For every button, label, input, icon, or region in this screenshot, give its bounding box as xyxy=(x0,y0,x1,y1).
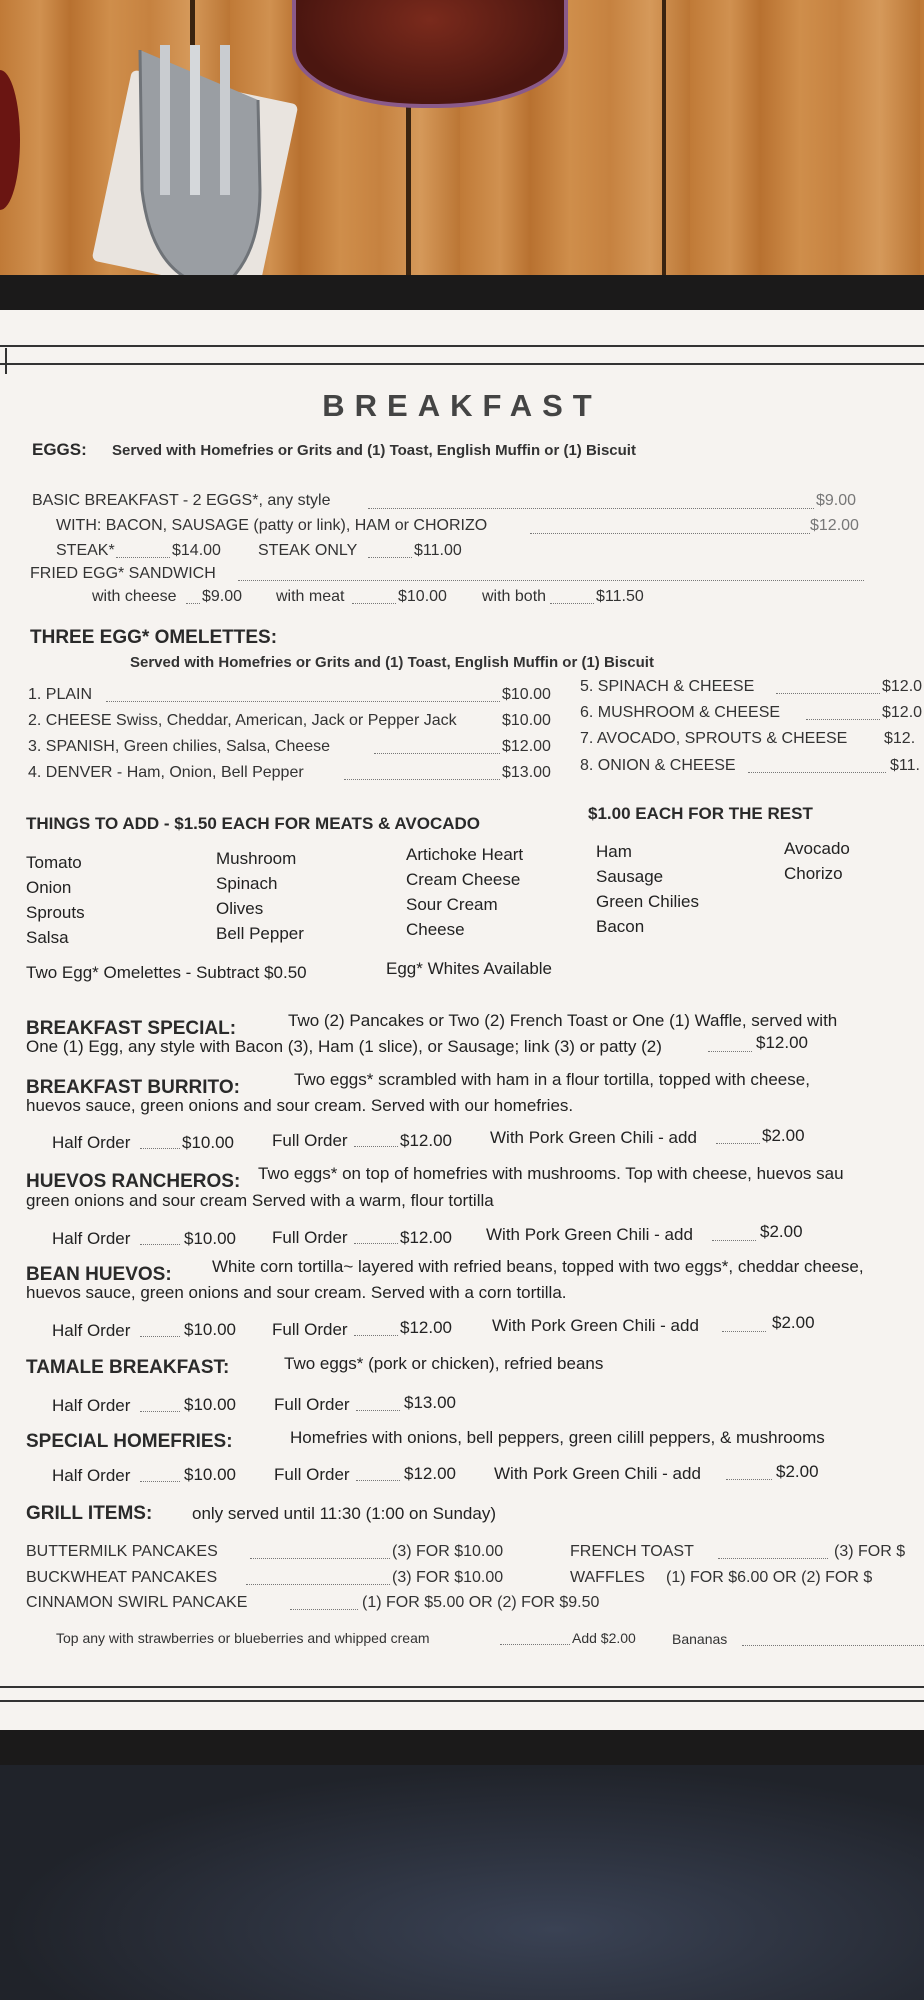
addon-item: Olives xyxy=(216,899,264,918)
with-cheese-price: $9.00 xyxy=(202,588,243,605)
omelette-item: 2. CHEESE Swiss, Cheddar, American, Jack or Pepper Jack xyxy=(28,712,457,729)
bottom-rule xyxy=(0,1700,924,1702)
full-order-price: $12.00 xyxy=(404,1464,456,1483)
omelette-price: $12. xyxy=(884,730,916,747)
addon-item: Bell Pepper xyxy=(216,924,304,943)
leader-dots xyxy=(250,1558,390,1559)
addon-item: Bacon xyxy=(596,917,645,936)
half-order-price: $10.00 xyxy=(184,1395,236,1414)
with-meat-sandwich-price: $10.00 xyxy=(398,588,447,605)
leader-dots xyxy=(742,1645,924,1646)
full-order-label: Full Order xyxy=(274,1465,350,1484)
bananas-item: Bananas xyxy=(672,1631,728,1647)
leader-dots xyxy=(722,1331,766,1332)
corner-rule xyxy=(5,348,7,374)
half-order-price: $10.00 xyxy=(184,1229,236,1248)
addon-item: Artichoke Heart xyxy=(406,845,524,864)
omelettes-subtitle: Served with Homefries or Grits and (1) Toast, English Muffin or (1) Biscuit xyxy=(130,654,654,671)
grill-note: only served until 11:30 (1:00 on Sunday) xyxy=(192,1504,496,1523)
omelette-item: 5. SPINACH & CHEESE xyxy=(580,678,755,695)
grill-heading: GRILL ITEMS: xyxy=(26,1503,153,1524)
topping-price: Add $2.00 xyxy=(572,1630,636,1646)
leader-dots xyxy=(374,753,500,754)
drink-glass xyxy=(292,0,568,108)
leader-dots xyxy=(356,1410,400,1411)
top-rule xyxy=(0,363,924,365)
grill-price: (1) FOR $5.00 OR (2) FOR $9.50 xyxy=(362,1594,600,1611)
grill-item: BUTTERMILK PANCAKES xyxy=(26,1543,218,1560)
leader-dots xyxy=(352,603,396,604)
omelette-item: 4. DENVER - Ham, Onion, Bell Pepper xyxy=(28,764,304,781)
rancheros-desc: green onions and sour cream Served with a warm, flour tortilla xyxy=(26,1191,494,1210)
grill-price: (1) FOR $6.00 OR (2) FOR $ xyxy=(666,1569,873,1586)
special-price: $12.00 xyxy=(756,1033,808,1052)
addons-heading: THINGS TO ADD - $1.50 EACH FOR MEATS & AVOCADO xyxy=(26,814,481,833)
steak-price: $14.00 xyxy=(172,542,221,559)
leader-dots xyxy=(530,533,810,534)
bean-huevos-heading: BEAN HUEVOS: xyxy=(26,1264,172,1285)
full-order-label: Full Order xyxy=(272,1228,348,1247)
full-order-price: $12.00 xyxy=(400,1318,452,1337)
omelette-item: 6. MUSHROOM & CHEESE xyxy=(580,704,781,721)
full-order-label: Full Order xyxy=(272,1131,348,1150)
leader-dots xyxy=(140,1148,180,1149)
leader-dots xyxy=(354,1335,398,1336)
leader-dots xyxy=(726,1479,772,1480)
homefries-desc: Homefries with onions, bell peppers, green cilill peppers, & mushrooms xyxy=(290,1428,825,1447)
bean-huevos-desc: huevos sauce, green onions and sour cream. Served with a corn tortilla. xyxy=(26,1283,567,1302)
leader-dots xyxy=(806,719,880,720)
top-rule xyxy=(0,345,924,347)
full-order-label: Full Order xyxy=(274,1395,350,1414)
special-desc: Two (2) Pancakes or Two (2) French Toast or One (1) Waffle, served with xyxy=(288,1011,838,1030)
green-chili-price: $2.00 xyxy=(762,1126,805,1145)
steak-only-price: $11.00 xyxy=(414,542,462,559)
grill-item: CINNAMON SWIRL PANCAKE xyxy=(26,1594,248,1611)
leader-dots xyxy=(140,1336,180,1337)
grill-price: (3) FOR $ xyxy=(834,1543,906,1560)
addon-item: Green Chilies xyxy=(596,892,699,911)
with-cheese-item: with cheese xyxy=(92,588,177,605)
omelette-price: $12.00 xyxy=(502,738,551,755)
basic-breakfast-item: BASIC BREAKFAST - 2 EGGS*, any style xyxy=(32,492,331,509)
green-chili-label: With Pork Green Chili - add xyxy=(494,1464,701,1483)
omelette-price: $12.0 xyxy=(882,678,923,695)
leader-dots xyxy=(550,603,594,604)
addon-item: Cheese xyxy=(406,920,465,939)
addon-item: Salsa xyxy=(26,928,69,947)
full-order-label: Full Order xyxy=(272,1320,348,1339)
addon-item: Sour Cream xyxy=(406,895,498,914)
leader-dots xyxy=(238,580,864,581)
omelette-item: 7. AVOCADO, SPROUTS & CHEESE xyxy=(580,730,848,747)
leader-dots xyxy=(290,1609,358,1610)
omelette-price: $10.00 xyxy=(502,686,551,703)
leader-dots xyxy=(186,603,200,604)
addon-item: Sausage xyxy=(596,867,664,886)
steak-only-item: STEAK ONLY xyxy=(258,542,358,559)
leader-dots xyxy=(712,1240,756,1241)
lap-background xyxy=(0,1765,924,2000)
leader-dots xyxy=(356,1480,400,1481)
leader-dots xyxy=(354,1243,398,1244)
leader-dots xyxy=(368,557,412,558)
green-chili-price: $2.00 xyxy=(776,1462,819,1481)
rancheros-desc: Two eggs* on top of homefries with mushrooms. Top with cheese, huevos sau xyxy=(258,1164,844,1183)
half-order-label: Half Order xyxy=(52,1321,131,1340)
leader-dots xyxy=(354,1146,398,1147)
leader-dots xyxy=(106,701,500,702)
leader-dots xyxy=(140,1411,180,1412)
omelette-price: $12.0 xyxy=(882,704,923,721)
tamale-heading: TAMALE BREAKFAST: xyxy=(26,1357,230,1378)
leader-dots xyxy=(246,1584,390,1585)
menu-title: BREAKFAST xyxy=(322,388,602,423)
leader-dots xyxy=(368,508,814,509)
addon-item: Onion xyxy=(26,878,72,897)
rancheros-heading: HUEVOS RANCHEROS: xyxy=(26,1171,241,1192)
with-meat-sandwich-item: with meat xyxy=(276,588,345,605)
with-both-price: $11.50 xyxy=(596,588,644,605)
addons-heading-rest: $1.00 EACH FOR THE REST xyxy=(588,804,813,823)
steak-item: STEAK* xyxy=(56,542,115,559)
eggs-heading: EGGS: xyxy=(32,440,87,459)
bottom-rule xyxy=(0,1686,924,1688)
table-plank-seam xyxy=(662,0,666,290)
leader-dots xyxy=(344,779,500,780)
with-meat-price: $12.00 xyxy=(810,517,859,534)
eggs-subtitle: Served with Homefries or Grits and (1) Toast, English Muffin or (1) Biscuit xyxy=(112,442,636,459)
bean-huevos-desc: White corn tortilla~ layered with refried beans, topped with two eggs*, cheddar cheese, xyxy=(212,1257,864,1276)
grill-price: (3) FOR $10.00 xyxy=(392,1569,504,1586)
grill-price: (3) FOR $10.00 xyxy=(392,1543,504,1560)
half-order-price: $10.00 xyxy=(182,1133,234,1152)
half-order-price: $10.00 xyxy=(184,1465,236,1484)
green-chili-price: $2.00 xyxy=(760,1222,803,1241)
leader-dots xyxy=(776,693,880,694)
with-both-item: with both xyxy=(482,588,547,605)
special-heading: BREAKFAST SPECIAL: xyxy=(26,1018,237,1039)
full-order-price: $12.00 xyxy=(400,1228,452,1247)
leader-dots xyxy=(748,772,886,773)
half-order-label: Half Order xyxy=(52,1396,131,1415)
omelette-price: $13.00 xyxy=(502,764,551,781)
fork-icon xyxy=(120,40,270,280)
addon-item: Mushroom xyxy=(216,849,297,868)
burrito-desc: huevos sauce, green onions and sour cream. Served with our homefries. xyxy=(26,1096,574,1115)
omelettes-heading: THREE EGG* OMELETTES: xyxy=(30,627,278,648)
grill-item: BUCKWHEAT PANCAKES xyxy=(26,1569,218,1586)
full-order-price: $12.00 xyxy=(400,1131,452,1150)
tamale-desc: Two eggs* (pork or chicken), refried beans xyxy=(284,1354,604,1373)
basic-breakfast-price: $9.00 xyxy=(816,492,857,509)
burrito-desc: Two eggs* scrambled with ham in a flour tortilla, topped with cheese, xyxy=(294,1070,810,1089)
addon-item: Avocado xyxy=(784,839,850,858)
egg-whites-note: Egg* Whites Available xyxy=(386,959,553,978)
grill-item: FRENCH TOAST xyxy=(570,1543,694,1560)
omelette-item: 3. SPANISH, Green chilies, Salsa, Cheese xyxy=(28,738,331,755)
special-desc: One (1) Egg, any style with Bacon (3), Ham (1 slice), or Sausage; link (3) or patty (2) xyxy=(26,1037,662,1056)
topping-note: Top any with strawberries or blueberries and whipped cream xyxy=(56,1630,430,1646)
two-egg-note: Two Egg* Omelettes - Subtract $0.50 xyxy=(26,963,307,982)
omelette-item: 1. PLAIN xyxy=(28,686,93,703)
addon-item: Spinach xyxy=(216,874,278,893)
half-order-label: Half Order xyxy=(52,1229,131,1248)
green-chili-label: With Pork Green Chili - add xyxy=(492,1316,699,1335)
omelette-item: 8. ONION & CHEESE xyxy=(580,757,736,774)
fried-egg-sandwich-item: FRIED EGG* SANDWICH xyxy=(30,565,216,582)
half-order-price: $10.00 xyxy=(184,1320,236,1339)
burrito-heading: BREAKFAST BURRITO: xyxy=(26,1077,240,1098)
green-chili-label: With Pork Green Chili - add xyxy=(486,1225,693,1244)
leader-dots xyxy=(708,1051,752,1052)
green-chili-price: $2.00 xyxy=(772,1313,815,1332)
full-order-price: $13.00 xyxy=(404,1393,456,1412)
leader-dots xyxy=(140,1244,180,1245)
grill-item: WAFFLES xyxy=(570,1569,645,1586)
leader-dots xyxy=(116,557,170,558)
omelette-price: $10.00 xyxy=(502,712,551,729)
omelette-price: $11. xyxy=(890,757,920,774)
green-chili-label: With Pork Green Chili - add xyxy=(490,1128,697,1147)
homefries-heading: SPECIAL HOMEFRIES: xyxy=(26,1431,233,1452)
leader-dots xyxy=(716,1143,760,1144)
leader-dots xyxy=(718,1558,828,1559)
addon-item: Sprouts xyxy=(26,903,85,922)
addon-item: Tomato xyxy=(26,853,82,872)
addon-item: Cream Cheese xyxy=(406,870,521,889)
half-order-label: Half Order xyxy=(52,1466,131,1485)
leader-dots xyxy=(140,1481,180,1482)
addon-item: Ham xyxy=(596,842,632,861)
half-order-label: Half Order xyxy=(52,1133,131,1152)
addon-item: Chorizo xyxy=(784,864,843,883)
with-meat-item: WITH: BACON, SAUSAGE (patty or link), HAM or CHORIZO xyxy=(56,517,488,534)
leader-dots xyxy=(500,1644,570,1645)
